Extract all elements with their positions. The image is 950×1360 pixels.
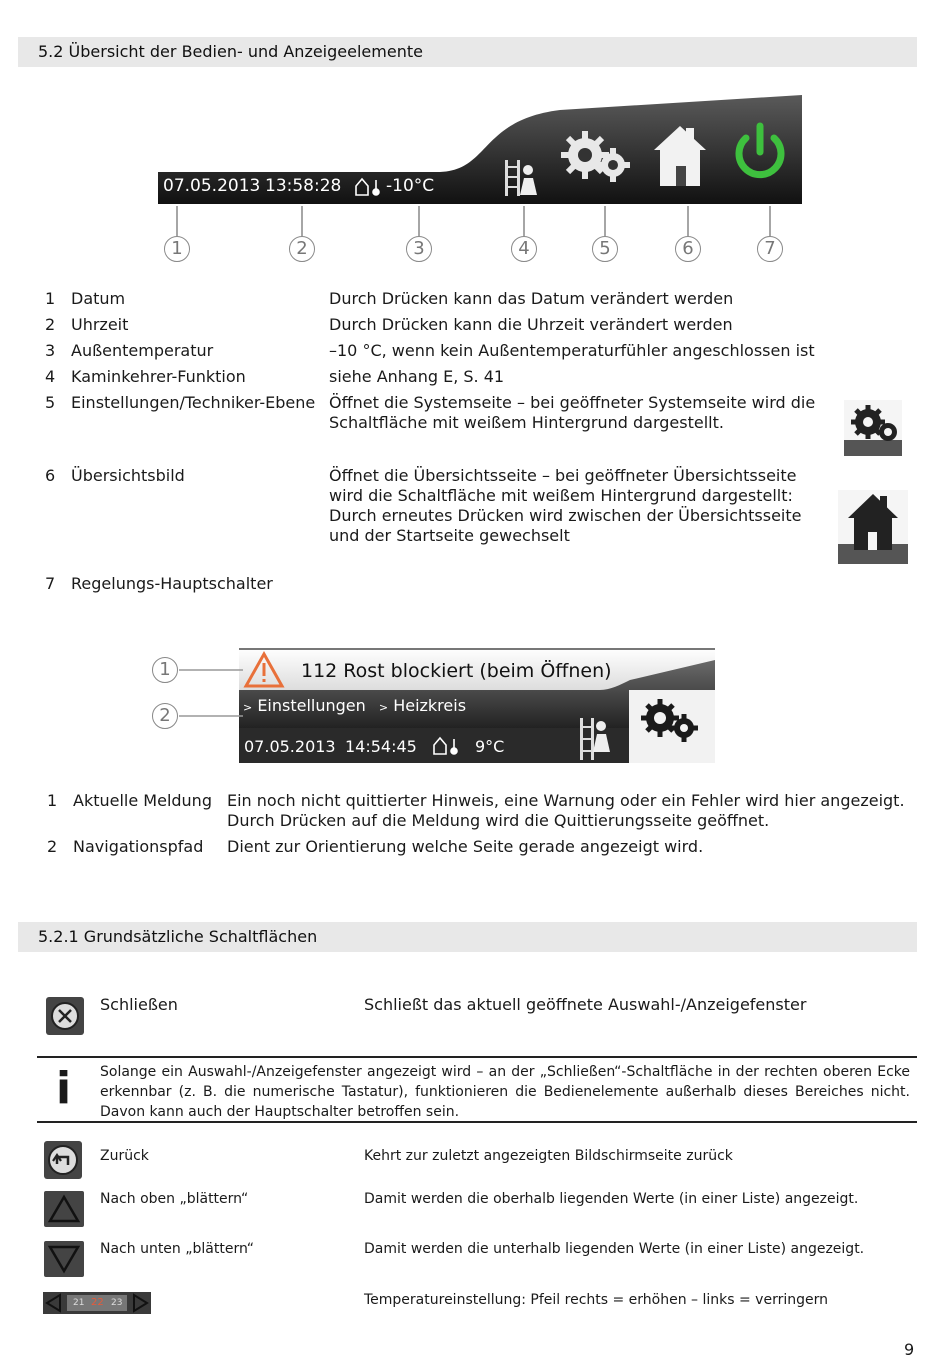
arrow-right-icon[interactable] [131, 1293, 151, 1313]
section-header: 5.2 Übersicht der Bedien- und Anzeigeelemente [18, 37, 917, 67]
button-label: Zurück [100, 1148, 149, 1164]
current-message[interactable]: 112 Rost blockiert (beim Öffnen) [301, 660, 612, 682]
button-desc: Damit werden die oberhalb liegenden Werte (in einer Liste) angezeigt. [364, 1191, 859, 1207]
legend-desc: Öffnet die Systemseite – bei geöffneter Systemseite wird die Schaltfläche mit weißem Hintergrund dargestellt. [329, 393, 816, 432]
button-desc: Temperatureinstellung: Pfeil rechts = erhöhen – links = verringern [364, 1292, 828, 1308]
callout-3: 3 [406, 236, 432, 262]
legend-desc: siehe Anhang E, S. 41 [329, 367, 505, 386]
info-icon: i [56, 1063, 72, 1114]
button-label: Nach unten „blättern“ [100, 1241, 255, 1257]
legend-num: 7 [45, 574, 56, 593]
temperature-selector [43, 1292, 151, 1314]
callout-2: 2 [289, 236, 315, 262]
info-note: Solange ein Auswahl-/Anzeigefenster angezeigt wird – an der „Schließen“-Schaltfläche in der rechten oberen Ecke erkennbar (z. B. die numerische Tastatur), funktionieren die Bedienelemente außerhalb dieses Bereiches nicht. Davon kann auch der Hauptschalter betroffen sein. [100, 1064, 910, 1120]
nav-item-einstellungen[interactable]: Einstellungen [257, 696, 366, 715]
display-outside-temp: 9°C [475, 737, 505, 756]
legend-num: 2 [47, 837, 58, 856]
close-button-icon[interactable] [45, 996, 85, 1036]
display-outside-temp: -10°C [386, 176, 435, 196]
callout-2: 2 [152, 703, 178, 729]
callout-1: 1 [164, 236, 190, 262]
legend-num: 5 [45, 393, 56, 412]
legend-num: 1 [47, 791, 58, 810]
scroll-up-button-icon[interactable] [43, 1190, 85, 1228]
page-number: 9 [904, 1340, 915, 1359]
legend-label: Regelungs-Hauptschalter [71, 574, 273, 593]
scroll-down-button-icon[interactable] [43, 1240, 85, 1278]
legend-label: Außentemperatur [71, 341, 214, 360]
temp-value-current: 22 [91, 1297, 104, 1308]
legend-label: Übersichtsbild [71, 466, 185, 485]
display-date[interactable]: 07.05.2013 [244, 737, 336, 756]
button-desc: Kehrt zur zuletzt angezeigten Bildschirmseite zurück [364, 1148, 733, 1164]
status-bar-display [0, 0, 950, 280]
legend-label: Kaminkehrer-Funktion [71, 367, 246, 386]
legend-desc: –10 °C, wenn kein Außentemperaturfühler angeschlossen ist [329, 341, 815, 360]
legend-label: Uhrzeit [71, 315, 129, 334]
legend-desc: Öffnet die Übersichtsseite – bei geöffneter Übersichtsseite wird die Schaltfläche mit weißem Hintergrund dargestellt: Durch erneutes Drücken wird zwischen der Übersichtsseite und der Startseite gewechselt [329, 466, 802, 545]
callout-1: 1 [152, 657, 178, 683]
temp-value-lower: 21 [73, 1298, 85, 1308]
display-time[interactable]: 13:58:28 [265, 176, 342, 196]
legend-num: 4 [45, 367, 56, 386]
home-white-bg-icon [838, 490, 908, 564]
callout-4: 4 [511, 236, 537, 262]
legend-desc: Durch Drücken kann die Uhrzeit verändert werden [329, 315, 733, 334]
divider [37, 1056, 917, 1058]
legend-label: Datum [71, 289, 126, 308]
legend-num: 3 [45, 341, 56, 360]
callout-6: 6 [675, 236, 701, 262]
legend-num: 6 [45, 466, 56, 485]
back-button-icon[interactable] [43, 1140, 83, 1180]
section-header: 5.2.1 Grundsätzliche Schaltflächen [18, 922, 917, 952]
gear-white-bg-icon [844, 400, 902, 456]
legend-label: Einstellungen/Techniker-Ebene [71, 393, 316, 412]
display-time[interactable]: 14:54:45 [345, 737, 417, 756]
divider [37, 1121, 917, 1123]
legend-desc: Durch Drücken kann das Datum verändert werden [329, 289, 734, 308]
button-desc: Schließt das aktuell geöffnete Auswahl-/Anzeigefenster [364, 995, 807, 1014]
button-label: Schließen [100, 995, 178, 1014]
button-label: Nach oben „blättern“ [100, 1191, 249, 1207]
legend-num: 1 [45, 289, 56, 308]
callout-5: 5 [592, 236, 618, 262]
arrow-left-icon[interactable] [44, 1293, 64, 1313]
legend-label: Navigationspfad [73, 837, 204, 856]
legend-num: 2 [45, 315, 56, 334]
callout-7: 7 [757, 236, 783, 262]
temp-value-higher: 23 [111, 1298, 123, 1308]
nav-item-heizkreis[interactable]: Heizkreis [393, 696, 467, 715]
legend-label: Aktuelle Meldung [73, 791, 212, 810]
legend-desc: Dient zur Orientierung welche Seite gerade angezeigt wird. [227, 837, 704, 856]
button-desc: Damit werden die unterhalb liegenden Werte (in einer Liste) angezeigt. [364, 1241, 865, 1257]
legend-desc: Ein noch nicht quittierter Hinweis, eine Warnung oder ein Fehler wird hier angezeigt. Durch Drücken auf die Meldung wird die Quittierungsseite geöffnet. [227, 791, 905, 830]
display-date[interactable]: 07.05.2013 [163, 176, 261, 196]
nav-path[interactable]: > Einstellungen > Heizkreis [243, 696, 467, 715]
